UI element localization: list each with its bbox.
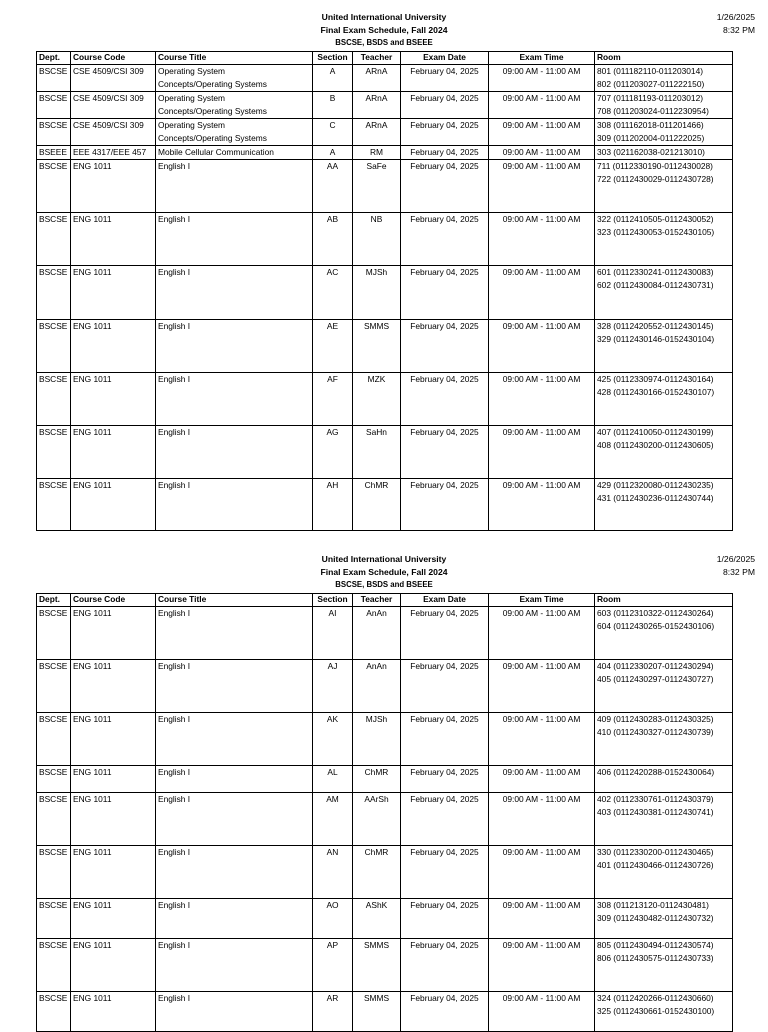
- room-cell-line: 801 (011182110-011203014): [597, 66, 704, 76]
- room-cell-line: 406 (0112420288-0152430064): [597, 767, 715, 777]
- table-header-row: [37, 52, 733, 65]
- dept-cell: BSCSE: [37, 479, 71, 531]
- course-title-cell: [156, 766, 313, 793]
- col-header-course-code: Course Code: [71, 594, 156, 607]
- exam-date-cell: February 04, 2025: [401, 992, 489, 1032]
- exam-time-cell: 09:00 AM - 11:00 AM: [489, 713, 595, 766]
- print-date: 1/26/2025: [716, 554, 755, 564]
- table-row: [37, 660, 733, 713]
- table-row: [37, 65, 733, 92]
- exam-date-cell: February 04, 2025: [401, 92, 489, 119]
- table-row: [37, 479, 733, 531]
- room-cell-line: 403 (0112430381-0112430741): [597, 807, 714, 817]
- teacher-cell: ChMR: [353, 479, 401, 531]
- table-header-row: [37, 594, 733, 607]
- course-title-cell-line: English I: [158, 940, 191, 950]
- room-cell-line: 308 (011213120-0112430481): [597, 900, 709, 910]
- room-cell-line: 708 (011203024-0112230954): [597, 106, 709, 116]
- course-title-cell: [156, 213, 313, 266]
- room-cell: [595, 65, 733, 92]
- course-code-cell: EEE 4317/EEE 457: [71, 146, 156, 160]
- room-cell: [595, 160, 733, 213]
- col-header-exam-time: Exam Time: [489, 52, 595, 65]
- section-cell: B: [313, 92, 353, 119]
- print-date: 1/26/2025: [716, 12, 755, 22]
- room-cell: [595, 373, 733, 426]
- table-row: [37, 213, 733, 266]
- course-title-cell: [156, 119, 313, 146]
- course-title-cell: [156, 793, 313, 846]
- teacher-cell: ChMR: [353, 846, 401, 899]
- teacher-cell: SaHn: [353, 426, 401, 479]
- dept-cell: BSCSE: [37, 939, 71, 992]
- section-cell: AP: [313, 939, 353, 992]
- room-cell-line: 410 (0112430327-0112430739): [597, 727, 714, 737]
- course-title-cell-line: English I: [158, 767, 191, 777]
- teacher-cell: ARnA: [353, 92, 401, 119]
- table-row: [37, 607, 733, 660]
- course-code-cell: ENG 1011: [71, 846, 156, 899]
- course-code-cell: ENG 1011: [71, 793, 156, 846]
- exam-date-cell: February 04, 2025: [401, 479, 489, 531]
- room-cell: [595, 992, 733, 1032]
- exam-time-cell: 09:00 AM - 11:00 AM: [489, 793, 595, 846]
- course-title-cell: [156, 660, 313, 713]
- course-title-cell-line: Concepts/Operating Systems: [158, 106, 267, 116]
- section-cell: AM: [313, 793, 353, 846]
- exam-time-cell: 09:00 AM - 11:00 AM: [489, 479, 595, 531]
- exam-date-cell: February 04, 2025: [401, 65, 489, 92]
- dept-cell: BSCSE: [37, 992, 71, 1032]
- teacher-cell: SMMS: [353, 992, 401, 1032]
- course-code-cell: ENG 1011: [71, 160, 156, 213]
- course-code-cell: ENG 1011: [71, 213, 156, 266]
- exam-time-cell: 09:00 AM - 11:00 AM: [489, 660, 595, 713]
- course-title-cell: [156, 160, 313, 213]
- course-code-cell: CSE 4509/CSI 309: [71, 119, 156, 146]
- col-header-teacher: Teacher: [353, 52, 401, 65]
- dept-cell: BSCSE: [37, 793, 71, 846]
- exam-time-cell: 09:00 AM - 11:00 AM: [489, 266, 595, 320]
- course-title-cell-line: English I: [158, 427, 191, 437]
- room-cell-line: 405 (0112430297-0112430727): [597, 674, 714, 684]
- section-cell: AJ: [313, 660, 353, 713]
- course-code-cell: ENG 1011: [71, 607, 156, 660]
- exam-date-cell: February 04, 2025: [401, 160, 489, 213]
- dept-cell: BSCSE: [37, 65, 71, 92]
- room-cell: [595, 899, 733, 939]
- course-code-cell: ENG 1011: [71, 899, 156, 939]
- programs-subtitle: BSCSE, BSDS and BSEEE: [335, 38, 433, 47]
- teacher-cell: AArSh: [353, 793, 401, 846]
- university-name: United International University: [321, 554, 447, 564]
- exam-date-cell: February 04, 2025: [401, 266, 489, 320]
- col-header-exam-date: Exam Date: [401, 594, 489, 607]
- exam-date-cell: February 04, 2025: [401, 119, 489, 146]
- room-cell-line: 309 (0112430482-0112430732): [597, 913, 714, 923]
- room-cell-line: 407 (0112410050-0112430199): [597, 427, 714, 437]
- room-cell: [595, 146, 733, 160]
- col-header-room: Room: [595, 594, 733, 607]
- dept-cell: BSCSE: [37, 160, 71, 213]
- course-title-cell: [156, 992, 313, 1032]
- dept-cell: BSCSE: [37, 266, 71, 320]
- room-cell-line: 805 (0112430494-0112430574): [597, 940, 714, 950]
- col-header-section: Section: [313, 594, 353, 607]
- room-cell: [595, 607, 733, 660]
- course-title-cell-line: Operating System: [158, 66, 226, 76]
- teacher-cell: ARnA: [353, 119, 401, 146]
- section-cell: AR: [313, 992, 353, 1032]
- table-row: [37, 160, 733, 213]
- room-cell-line: 802 (011203027-011222150): [597, 79, 705, 89]
- room-cell-line: 603 (0112310322-0112430264): [597, 608, 714, 618]
- room-cell-line: 329 (0112430146-0152430104): [597, 334, 715, 344]
- room-cell: [595, 479, 733, 531]
- course-code-cell: CSE 4509/CSI 309: [71, 92, 156, 119]
- course-title-cell-line: Concepts/Operating Systems: [158, 133, 267, 143]
- table-row: [37, 146, 733, 160]
- exam-date-cell: February 04, 2025: [401, 660, 489, 713]
- course-title-cell-line: Operating System: [158, 93, 226, 103]
- exam-time-cell: 09:00 AM - 11:00 AM: [489, 766, 595, 793]
- exam-time-cell: 09:00 AM - 11:00 AM: [489, 146, 595, 160]
- course-title-cell-line: Mobile Cellular Communication: [158, 147, 274, 157]
- course-title-cell: [156, 65, 313, 92]
- col-header-room: Room: [595, 52, 733, 65]
- section-cell: AO: [313, 899, 353, 939]
- teacher-cell: ChMR: [353, 766, 401, 793]
- room-cell: [595, 766, 733, 793]
- exam-date-cell: February 04, 2025: [401, 713, 489, 766]
- course-code-cell: ENG 1011: [71, 479, 156, 531]
- col-header-dept: Dept.: [37, 52, 71, 65]
- room-cell-line: 328 (0112420552-0112430145): [597, 321, 714, 331]
- table-row: [37, 320, 733, 373]
- col-header-dept: Dept.: [37, 594, 71, 607]
- table-row: [37, 992, 733, 1032]
- exam-schedule-title: Final Exam Schedule, Fall 2024: [320, 25, 448, 35]
- section-cell: AK: [313, 713, 353, 766]
- room-cell: [595, 713, 733, 766]
- room-cell-line: 408 (0112430200-0112430605): [597, 440, 714, 450]
- table-row: [37, 373, 733, 426]
- col-header-exam-date: Exam Date: [401, 52, 489, 65]
- exam-time-cell: 09:00 AM - 11:00 AM: [489, 160, 595, 213]
- exam-time-cell: 09:00 AM - 11:00 AM: [489, 65, 595, 92]
- room-cell-line: 604 (0112430265-0152430106): [597, 621, 715, 631]
- course-title-cell-line: English I: [158, 714, 191, 724]
- schedule-table: [36, 51, 733, 531]
- room-cell-line: 402 (0112330761-0112430379): [597, 794, 714, 804]
- room-cell-line: 601 (0112330241-0112430083): [597, 267, 714, 277]
- dept-cell: BSCSE: [37, 119, 71, 146]
- room-cell-line: 722 (0112430029-0112430728): [597, 174, 714, 184]
- room-cell-line: 309 (011202004-011222025): [597, 133, 705, 143]
- table-row: [37, 266, 733, 320]
- section-cell: A: [313, 65, 353, 92]
- room-cell-line: 707 (011181193-011203012): [597, 93, 704, 103]
- col-header-section: Section: [313, 52, 353, 65]
- course-title-cell: [156, 899, 313, 939]
- table-row: [37, 899, 733, 939]
- course-code-cell: ENG 1011: [71, 373, 156, 426]
- dept-cell: BSCSE: [37, 373, 71, 426]
- table-row: [37, 793, 733, 846]
- exam-schedule-title: Final Exam Schedule, Fall 2024: [320, 567, 448, 577]
- section-cell: AH: [313, 479, 353, 531]
- exam-time-cell: 09:00 AM - 11:00 AM: [489, 373, 595, 426]
- room-cell: [595, 660, 733, 713]
- course-title-cell-line: Operating System: [158, 120, 226, 130]
- course-code-cell: ENG 1011: [71, 939, 156, 992]
- print-time: 8:32 PM: [722, 25, 755, 35]
- course-title-cell: [156, 426, 313, 479]
- room-cell-line: 429 (0112320080-0112430235): [597, 480, 714, 490]
- course-title-cell-line: Concepts/Operating Systems: [158, 79, 267, 89]
- col-header-teacher: Teacher: [353, 594, 401, 607]
- col-header-exam-time: Exam Time: [489, 594, 595, 607]
- exam-date-cell: February 04, 2025: [401, 939, 489, 992]
- course-title-cell-line: English I: [158, 374, 191, 384]
- room-cell: [595, 119, 733, 146]
- section-cell: AA: [313, 160, 353, 213]
- course-code-cell: ENG 1011: [71, 660, 156, 713]
- table-body: [37, 65, 733, 531]
- teacher-cell: AShK: [353, 899, 401, 939]
- exam-date-cell: February 04, 2025: [401, 607, 489, 660]
- course-title-cell-line: English I: [158, 661, 191, 671]
- room-cell-line: 322 (0112410505-0112430052): [597, 214, 714, 224]
- section-cell: C: [313, 119, 353, 146]
- room-cell-line: 806 (0112430575-0112430733): [597, 953, 714, 963]
- dept-cell: BSCSE: [37, 426, 71, 479]
- course-title-cell-line: English I: [158, 214, 191, 224]
- exam-time-cell: 09:00 AM - 11:00 AM: [489, 426, 595, 479]
- exam-date-cell: February 04, 2025: [401, 320, 489, 373]
- table-row: [37, 766, 733, 793]
- exam-date-cell: February 04, 2025: [401, 213, 489, 266]
- course-title-cell: [156, 92, 313, 119]
- exam-date-cell: February 04, 2025: [401, 793, 489, 846]
- section-cell: AN: [313, 846, 353, 899]
- room-cell: [595, 213, 733, 266]
- room-cell: [595, 266, 733, 320]
- table-body: [37, 607, 733, 1032]
- programs-subtitle: BSCSE, BSDS and BSEEE: [335, 580, 433, 589]
- room-cell-line: 428 (0112430166-0152430107): [597, 387, 715, 397]
- teacher-cell: SMMS: [353, 320, 401, 373]
- table-row: [37, 846, 733, 899]
- room-cell-line: 401 (0112430466-0112430726): [597, 860, 714, 870]
- exam-date-cell: February 04, 2025: [401, 766, 489, 793]
- course-title-cell-line: English I: [158, 900, 191, 910]
- room-cell: [595, 846, 733, 899]
- teacher-cell: SaFe: [353, 160, 401, 213]
- course-title-cell-line: English I: [158, 321, 191, 331]
- dept-cell: BSCSE: [37, 607, 71, 660]
- teacher-cell: RM: [353, 146, 401, 160]
- table-row: [37, 426, 733, 479]
- table-row: [37, 92, 733, 119]
- course-title-cell: [156, 939, 313, 992]
- course-title-cell: [156, 846, 313, 899]
- course-title-cell: [156, 320, 313, 373]
- course-code-cell: ENG 1011: [71, 426, 156, 479]
- teacher-cell: AnAn: [353, 660, 401, 713]
- room-cell-line: 308 (011162018-011201466): [597, 120, 704, 130]
- course-title-cell: [156, 146, 313, 160]
- course-title-cell-line: English I: [158, 480, 191, 490]
- room-cell-line: 325 (0112430661-0152430100): [597, 1006, 715, 1016]
- course-code-cell: CSE 4509/CSI 309: [71, 65, 156, 92]
- dept-cell: BSEEE: [37, 146, 71, 160]
- room-cell-line: 303 (021162038-021213010): [597, 147, 705, 157]
- exam-time-cell: 09:00 AM - 11:00 AM: [489, 899, 595, 939]
- room-cell-line: 409 (0112430283-0112430325): [597, 714, 714, 724]
- exam-time-cell: 09:00 AM - 11:00 AM: [489, 320, 595, 373]
- room-cell: [595, 320, 733, 373]
- table-row: [37, 713, 733, 766]
- section-cell: AC: [313, 266, 353, 320]
- room-cell-line: 425 (0112330974-0112430164): [597, 374, 714, 384]
- teacher-cell: MZK: [353, 373, 401, 426]
- col-header-course-title: Course Title: [156, 594, 313, 607]
- section-cell: AE: [313, 320, 353, 373]
- course-title-cell: [156, 713, 313, 766]
- room-cell-line: 324 (0112420266-0112430660): [597, 993, 714, 1003]
- exam-date-cell: February 04, 2025: [401, 846, 489, 899]
- section-cell: AF: [313, 373, 353, 426]
- dept-cell: BSCSE: [37, 320, 71, 373]
- dept-cell: BSCSE: [37, 92, 71, 119]
- exam-date-cell: February 04, 2025: [401, 373, 489, 426]
- course-code-cell: ENG 1011: [71, 266, 156, 320]
- teacher-cell: AnAn: [353, 607, 401, 660]
- room-cell: [595, 939, 733, 992]
- schedule-table: [36, 593, 733, 1032]
- teacher-cell: MJSh: [353, 713, 401, 766]
- course-title-cell-line: English I: [158, 267, 191, 277]
- section-cell: AL: [313, 766, 353, 793]
- col-header-course-title: Course Title: [156, 52, 313, 65]
- dept-cell: BSCSE: [37, 899, 71, 939]
- course-code-cell: ENG 1011: [71, 713, 156, 766]
- course-code-cell: ENG 1011: [71, 766, 156, 793]
- teacher-cell: NB: [353, 213, 401, 266]
- room-cell: [595, 92, 733, 119]
- table-row: [37, 119, 733, 146]
- room-cell-line: 602 (0112430084-0112430731): [597, 280, 714, 290]
- course-title-cell-line: English I: [158, 993, 191, 1003]
- section-cell: AI: [313, 607, 353, 660]
- room-cell-line: 431 (0112430236-0112430744): [597, 493, 714, 503]
- exam-time-cell: 09:00 AM - 11:00 AM: [489, 939, 595, 992]
- course-title-cell-line: English I: [158, 161, 191, 171]
- course-code-cell: ENG 1011: [71, 992, 156, 1032]
- course-title-cell-line: English I: [158, 847, 191, 857]
- course-title-cell: [156, 607, 313, 660]
- teacher-cell: SMMS: [353, 939, 401, 992]
- dept-cell: BSCSE: [37, 713, 71, 766]
- university-name: United International University: [321, 12, 447, 22]
- exam-time-cell: 09:00 AM - 11:00 AM: [489, 119, 595, 146]
- exam-time-cell: 09:00 AM - 11:00 AM: [489, 92, 595, 119]
- dept-cell: BSCSE: [37, 846, 71, 899]
- dept-cell: BSCSE: [37, 766, 71, 793]
- section-cell: AG: [313, 426, 353, 479]
- exam-date-cell: February 04, 2025: [401, 146, 489, 160]
- room-cell-line: 404 (0112330207-0112430294): [597, 661, 714, 671]
- exam-time-cell: 09:00 AM - 11:00 AM: [489, 846, 595, 899]
- exam-date-cell: February 04, 2025: [401, 899, 489, 939]
- room-cell: [595, 426, 733, 479]
- col-header-course-code: Course Code: [71, 52, 156, 65]
- room-cell-line: 323 (0112430053-0152430105): [597, 227, 715, 237]
- room-cell: [595, 793, 733, 846]
- course-title-cell: [156, 266, 313, 320]
- section-cell: A: [313, 146, 353, 160]
- print-time: 8:32 PM: [722, 567, 755, 577]
- table-row: [37, 939, 733, 992]
- dept-cell: BSCSE: [37, 213, 71, 266]
- teacher-cell: MJSh: [353, 266, 401, 320]
- course-title-cell: [156, 373, 313, 426]
- room-cell-line: 330 (0112330200-0112430465): [597, 847, 714, 857]
- exam-time-cell: 09:00 AM - 11:00 AM: [489, 213, 595, 266]
- exam-time-cell: 09:00 AM - 11:00 AM: [489, 992, 595, 1032]
- room-cell-line: 711 (0112330190-0112430028): [597, 161, 713, 171]
- dept-cell: BSCSE: [37, 660, 71, 713]
- course-title-cell-line: English I: [158, 794, 191, 804]
- exam-date-cell: February 04, 2025: [401, 426, 489, 479]
- course-title-cell: [156, 479, 313, 531]
- section-cell: AB: [313, 213, 353, 266]
- teacher-cell: ARnA: [353, 65, 401, 92]
- exam-time-cell: 09:00 AM - 11:00 AM: [489, 607, 595, 660]
- course-title-cell-line: English I: [158, 608, 191, 618]
- course-code-cell: ENG 1011: [71, 320, 156, 373]
